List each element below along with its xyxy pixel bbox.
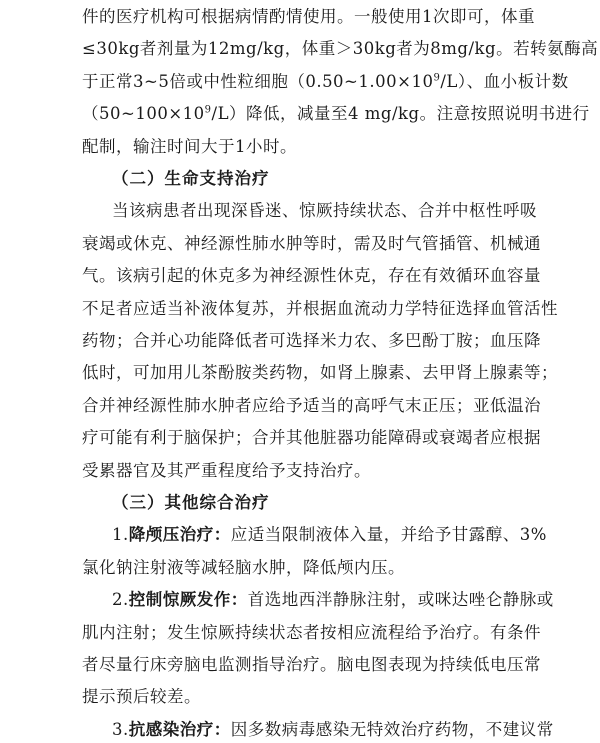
paragraph-line: 于正常3~5倍或中性粒细胞$(0.50\sim 1.00\times 10^9/L)$、血小板计数 — [82, 71, 569, 91]
list-item-intracranial-pressure: 1.降颅压治疗：应适当限制液体入量，并给予甘露醇、3% — [112, 525, 547, 545]
paragraph-line: 药物；合并心功能降低者可选择米力农、多巴酚丁胺；血压降 — [82, 331, 541, 350]
list-item-anti-infection: 3.抗感染治疗：因多数病毒感染无特效治疗药物，不建议常 — [112, 719, 554, 739]
paragraph-line: 配制，输注时间大于1小时。 — [82, 136, 297, 156]
paragraph-line: 肌内注射；发生惊厥持续状态者按相应流程给予治疗。有条件 — [82, 622, 541, 642]
paragraph-line: 当该病患者出现深昏迷、惊厥持续状态、合并中枢性呼吸 — [112, 201, 537, 221]
paragraph-line: 气。该病引起的休克多为神经源性休克，存在有效循环血容量 — [82, 266, 541, 286]
paragraph-line: 者尽量行床旁脑电监测指导治疗。脑电图表现为持续低电压常 — [82, 655, 541, 674]
paragraph-line: 低时，可加用儿茶酚胺类药物，如肾上腺素、去甲肾上腺素等； — [82, 363, 558, 383]
paragraph-line: 合并神经源性肺水肿者应给予适当的高呼气末正压；亚低温治 — [82, 395, 541, 415]
paragraph-line: 提示预后较差。 — [82, 687, 201, 707]
section-heading-life-support: （二）生命支持治疗 — [112, 169, 270, 188]
paragraph-line: 受累器官及其严重程度给予支持治疗。 — [82, 460, 371, 480]
paragraph-line: 不足者应适当补液体复苏，并根据血流动力学特征选择血管活性 — [82, 298, 558, 318]
paragraph-line: 衰竭或休克、神经源性肺水肿等时，需及时气管插管、机械通 — [82, 233, 541, 253]
paragraph-line: 氯化钠注射液等减轻脑水肿，降低颅内压。 — [82, 557, 405, 577]
paragraph-line: ≤30kg者剂量为12mg/kg，体重＞30kg者为8mg/kg。若转氨酶高 — [82, 39, 599, 59]
paragraph-line: 疗可能有利于脑保护；合并其他脏器功能障碍或衰竭者应根据 — [82, 428, 541, 448]
paragraph-line: 件的医疗机构可根据病情酌情使用。一般使用1次即可，体重 — [82, 7, 535, 26]
section-heading-other-treatment: （三）其他综合治疗 — [112, 493, 270, 512]
list-item-convulsion-control: 2.控制惊厥发作：首选地西泮静脉注射，或咪达唑仑静脉或 — [112, 590, 554, 610]
paragraph-line: $(50\sim 100\times 10^9/L)$降低，减量至4 mg/kg。注意按照说明书进行 — [82, 104, 590, 124]
